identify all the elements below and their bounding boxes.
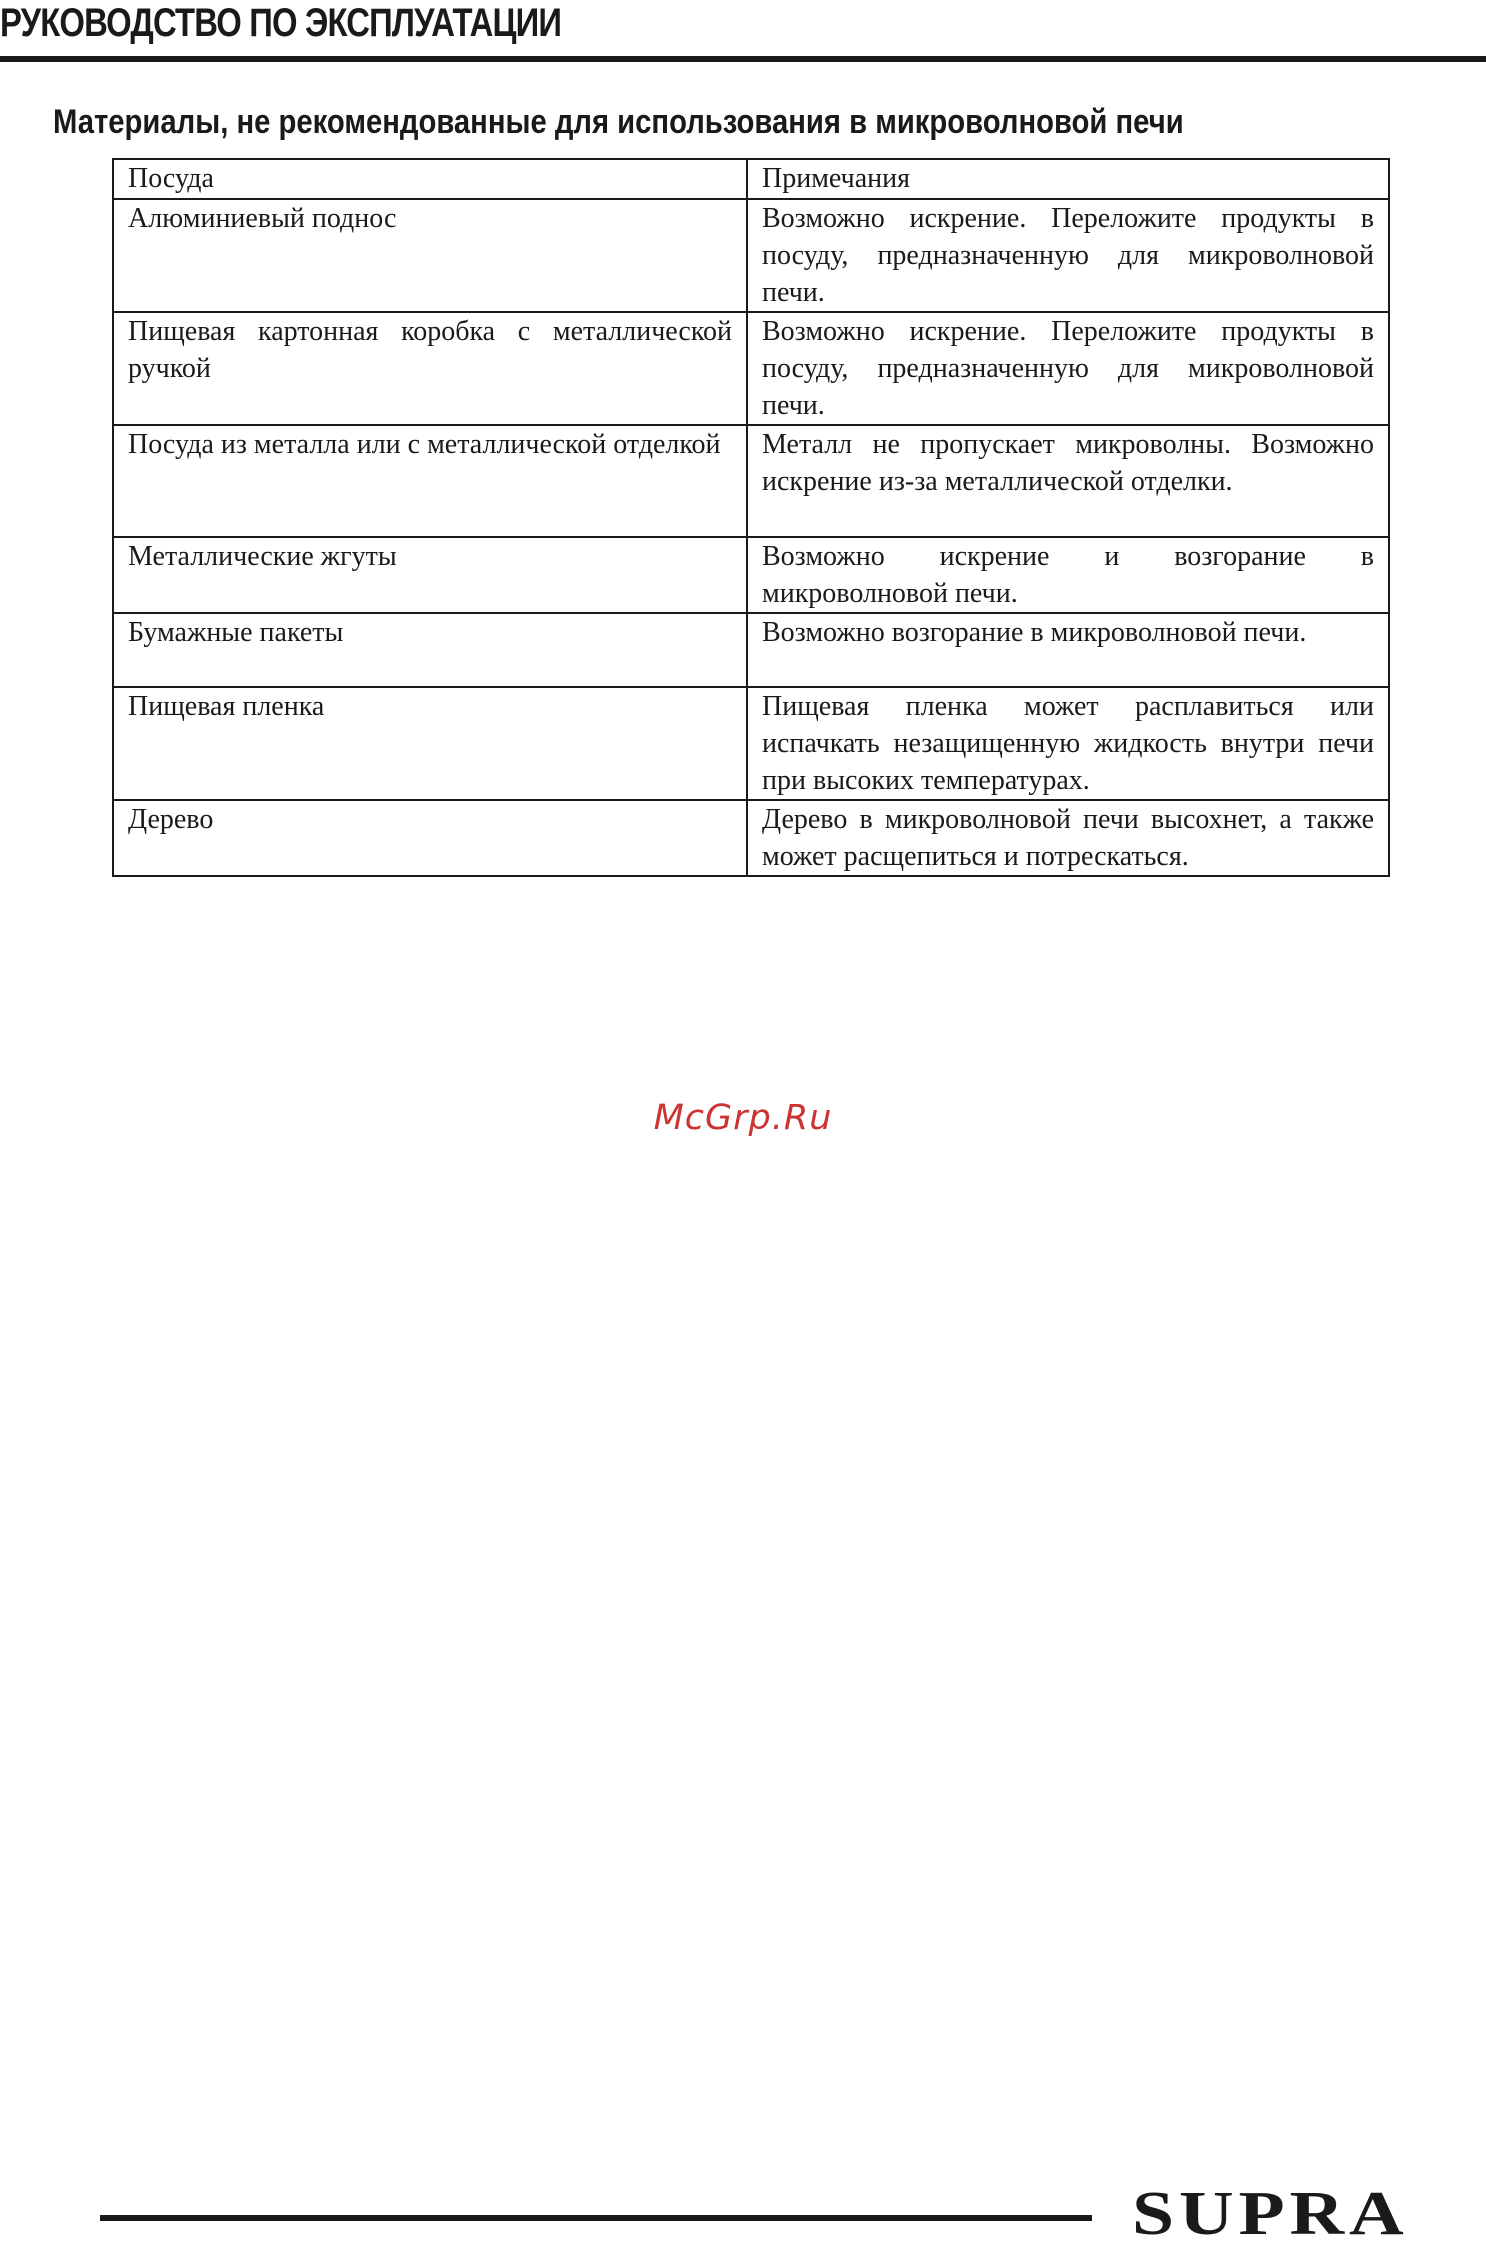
brand-logo: SUPRA [1132, 2180, 1409, 2248]
table-row [113, 537, 1389, 613]
table-row [113, 312, 1389, 425]
section-heading: Материалы, не рекомендованные для использования в микроволновой печи [53, 103, 1184, 141]
table-cell-notes: Металл не пропускает микроволны. Возможно искрение из-за металлической отделки. [747, 425, 1389, 537]
table-row [113, 613, 1389, 687]
table-cell-notes: Дерево в микроволновой печи высохнет, а также может расщепиться и потрескаться. [747, 800, 1389, 876]
column-header-dishware: Посуда [113, 159, 747, 199]
table-row [113, 800, 1389, 876]
table-cell-dishware: Бумажные пакеты [113, 613, 747, 687]
table-cell-dishware: Металлические жгуты [113, 537, 747, 613]
materials-table [112, 158, 1390, 877]
table-cell-notes: Возможно искрение и возгорание в микроволновой печи. [747, 537, 1389, 613]
table-cell-dishware: Пищевая картонная коробка с металлической ручкой [113, 312, 747, 425]
header-divider [0, 56, 1486, 62]
table-cell-notes: Возможно искрение. Переложите продукты в посуду, предназначенную для микроволновой печи. [747, 312, 1389, 425]
table-cell-notes: Возможно возгорание в микроволновой печи. [747, 613, 1389, 687]
table-cell-dishware: Посуда из металла или с металлической отделкой [113, 425, 747, 537]
table-header-row [113, 159, 1389, 199]
table-cell-dishware: Пищевая пленка [113, 687, 747, 800]
table-row [113, 199, 1389, 312]
table-row [113, 425, 1389, 537]
column-header-notes: Примечания [747, 159, 1389, 199]
footer-divider [100, 2215, 1092, 2221]
table-row [113, 687, 1389, 800]
watermark-link[interactable]: McGrp.Ru [653, 1098, 833, 1138]
table-cell-dishware: Алюминиевый поднос [113, 199, 747, 312]
table-cell-notes: Возможно искрение. Переложите продукты в посуду, предназначенную для микроволновой печи. [747, 199, 1389, 312]
table-cell-notes: Пищевая пленка может расплавиться или испачкать незащищенную жидкость внутри печи при высоких температурах. [747, 687, 1389, 800]
page-header-title: РУКОВОДСТВО ПО ЭКСПЛУАТАЦИИ [0, 1, 562, 45]
table-cell-dishware: Дерево [113, 800, 747, 876]
